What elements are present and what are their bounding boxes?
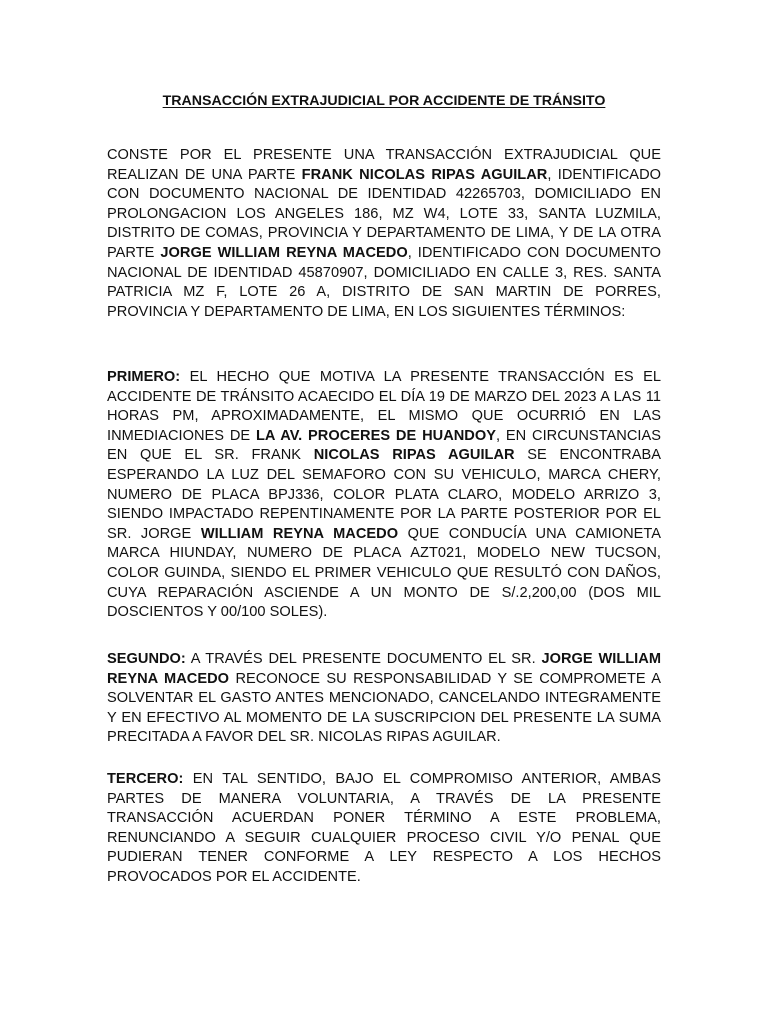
segundo-name: JORGE WILLIAM REYNA MACEDO	[107, 651, 661, 687]
segundo-text-2: RECONOCE SU RESPONSABILIDAD Y SE COMPROMETE A SOLVENTAR EL GASTO ANTES MENCIONADO, CANCELANDO INTEGRAMENTE Y EN EFECTIVO AL MOMENTO DE LA SUSCRIPCION DEL PRESENTE LA SUMA PRECITADA A FAVOR DEL SR. NICOLAS RIPAS AGUILAR.	[107, 670, 661, 746]
clause-primero	[107, 368, 661, 623]
primero-text-1: EL HECHO QUE MOTIVA LA PRESENTE TRANSACCIÓN ES EL ACCIDENTE DE TRÁNSITO ACAECIDO EL DÍA 19 DE MARZO DEL 2023 A LAS 11 HORAS PM, APROXIMADAMENTE, EL MISMO QUE OCURRIÓ EN LAS INMEDIACIONES DE	[107, 369, 661, 444]
party-one-name: FRANK NICOLAS RIPAS AGUILAR	[301, 166, 548, 183]
primero-text-4: QUE CONDUCÍA UNA CAMIONETA MARCA HIUNDAY, NUMERO DE PLACA AZT021, MODELO NEW TUCSON, COLOR GUINDA, SIENDO EL PRIMER VEHICULO QUE RESULTÓ CON DAÑOS, CUYA REPARACIÓN ASCIENDE A UN MONTO DE S/.2,200,00 (DOS MIL DOSCIENTOS Y 00/100 SOLES).	[107, 525, 661, 621]
clause-primero-label: PRIMERO:	[107, 369, 181, 385]
segundo-text-1: A TRAVÉS DEL PRESENTE DOCUMENTO EL SR.	[185, 651, 542, 667]
primero-name-2: WILLIAM REYNA MACEDO	[200, 525, 399, 542]
primero-name-1: NICOLAS RIPAS AGUILAR	[313, 447, 515, 464]
primero-location: LA AV. PROCERES DE HUANDOY	[256, 427, 496, 444]
tercero-text-1: EN TAL SENTIDO, BAJO EL COMPROMISO ANTERIOR, AMBAS PARTES DE MANERA VOLUNTARIA, A TRAVÉS DE LA PRESENTE TRANSACCIÓN ACUERDAN PONER TÉRMINO A ESTE PROBLEMA, RENUNCIANDO A SEGUIR CUALQUIER PROCESO CIVIL Y/O PENAL QUE PUDIERAN TENER CONFORME A LEY RESPECTO A LOS HECHOS PROVOCADOS POR EL ACCIDENTE.	[107, 771, 661, 885]
clause-segundo	[107, 650, 661, 748]
document-title: TRANSACCIÓN EXTRAJUDICIAL POR ACCIDENTE DE TRÁNSITO	[162, 93, 606, 109]
intro-text-3: , IDENTIFICADO CON DOCUMENTO NACIONAL DE IDENTIDAD 45870907, DOMICILIADO EN CALLE 3, RES. SANTA PATRICIA MZ F, LOTE 26 A, DISTRITO DE SAN MARTIN DE PORRES, PROVINCIA Y DEPARTAMENTO DE LIMA, EN LOS SIGUIENTES TÉRMINOS:	[107, 244, 661, 320]
intro-paragraph	[107, 146, 661, 322]
primero-text-3: SE ENCONTRABA ESPERANDO LA LUZ DEL SEMAFORO CON SU VEHICULO, MARCA CHERY, NUMERO DE PLACA BPJ336, COLOR PLATA CLARO, MODELO ARRIZO 3, SIENDO IMPACTADO REPENTINAMENTE POR LA PARTE POSTERIOR POR EL SR. JORGE	[107, 447, 662, 542]
clause-segundo-label: SEGUNDO:	[107, 651, 186, 667]
party-two-name: JORGE WILLIAM REYNA MACEDO	[160, 244, 408, 261]
intro-text-2: , IDENTIFICADO CON DOCUMENTO NACIONAL DE IDENTIDAD 42265703, DOMICILIADO EN PROLONGACION LOS ANGELES 186, MZ W4, LOTE 33, SANTA LUZMILA, DISTRITO DE COMAS, PROVINCIA Y DEPARTAMENTO DE LIMA, Y DE LA OTRA PARTE	[107, 166, 661, 261]
clause-tercero	[107, 770, 661, 888]
primero-text-2: , EN CIRCUNSTANCIAS EN QUE EL SR. FRANK	[107, 427, 661, 464]
clause-tercero-label: TERCERO:	[107, 771, 184, 787]
intro-text-1: CONSTE POR EL PRESENTE UNA TRANSACCIÓN EXTRAJUDICIAL QUE REALIZAN DE UNA PARTE	[107, 147, 661, 183]
